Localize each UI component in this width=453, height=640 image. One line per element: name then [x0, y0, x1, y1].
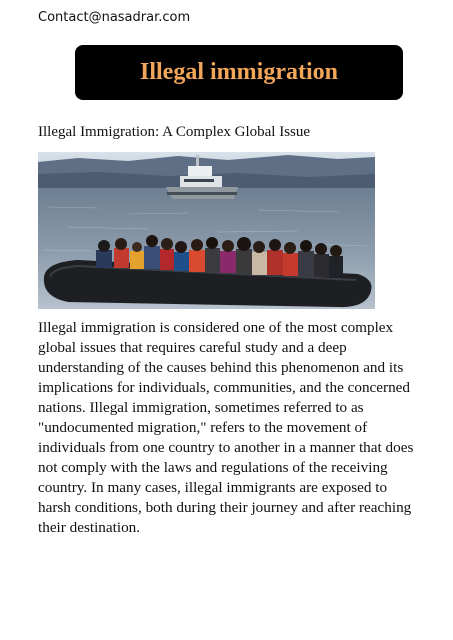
- body-line: not comply with the laws and regulations of the receiving: [38, 459, 388, 476]
- body-line: Illegal immigration is considered one of the most complex: [38, 319, 394, 336]
- article-subtitle: Illegal Immigration: A Complex Global Issue: [38, 124, 311, 140]
- body-line: "undocumented migration," refers to the movement of: [38, 419, 368, 436]
- body-line: implications for individuals, communities, and the concerned: [38, 379, 411, 396]
- article-body: [38, 318, 418, 538]
- page-title: Illegal immigration: [140, 59, 338, 85]
- title-banner: [75, 45, 403, 100]
- photo-migrant-boat-icon: [38, 152, 375, 309]
- body-line: understanding of the causes behind this phenomenon and its: [38, 359, 404, 376]
- migrant-boat-photo: [38, 152, 375, 309]
- contact-email[interactable]: Contact@nasadrar.com: [38, 10, 191, 25]
- body-line: individuals from one country to another in a manner that does: [38, 439, 414, 456]
- body-line: their destination.: [38, 519, 141, 536]
- body-line: global issues that requires careful study and a deep: [38, 339, 347, 356]
- body-line: country. In many cases, illegal immigrants are exposed to: [38, 479, 388, 496]
- body-line: nations. Illegal immigration, sometimes referred to as: [38, 399, 364, 416]
- body-line: harsh conditions, both during their journey and after reaching: [38, 499, 412, 516]
